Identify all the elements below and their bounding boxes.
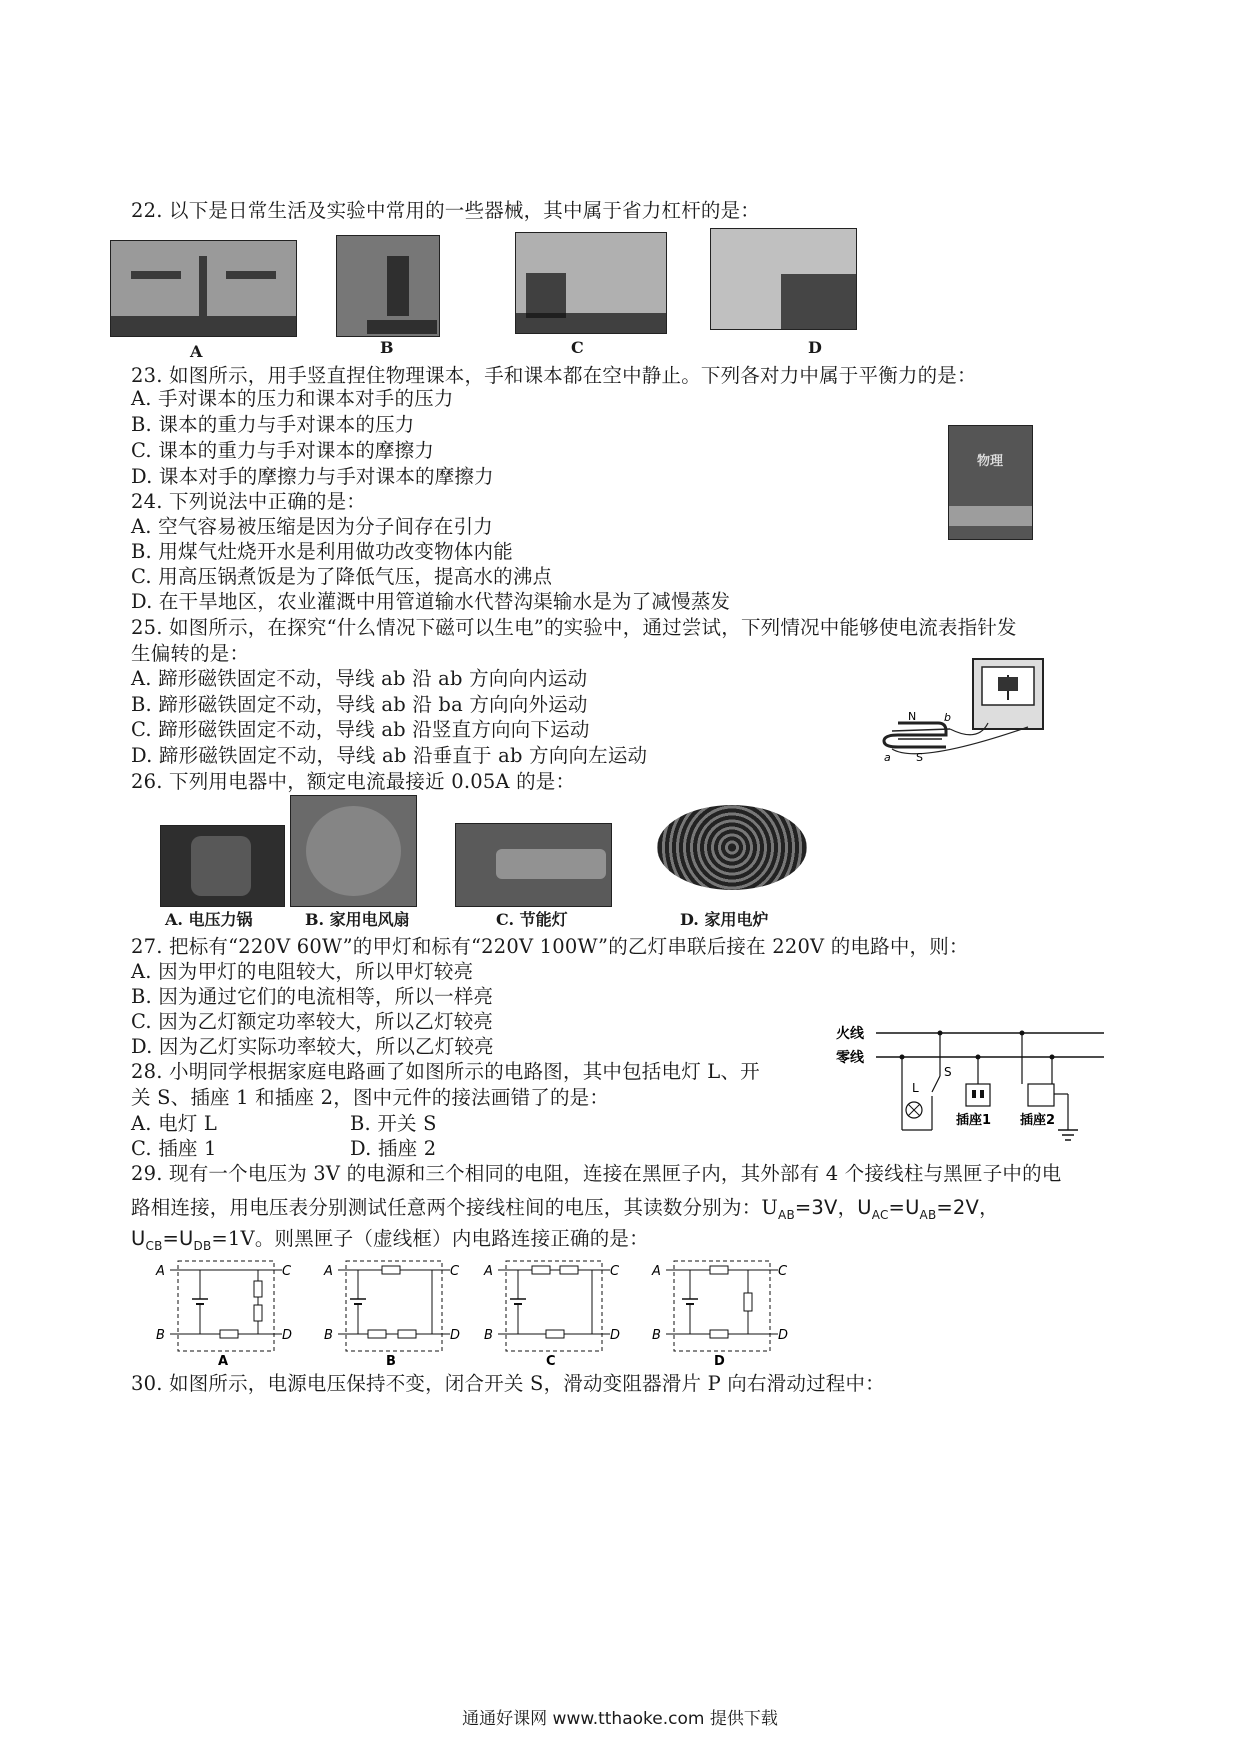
q28-socket2-label: 插座2 — [1020, 1113, 1056, 1128]
q29-line2-text: 路相连接，用电压表分别测试任意两个接线柱间的电压，其读数分别为：U — [131, 1196, 779, 1219]
q28-socket1-label: 插座1 — [956, 1113, 992, 1128]
q26-stem: 26. 下列用电器中，额定电流最接近 0.05A 的是： — [131, 770, 576, 793]
q22-figure-a-balance — [110, 240, 297, 337]
q22-label-c: C — [571, 338, 584, 357]
q26-caption-b: B. 家用电风扇 — [305, 910, 410, 929]
q29-line2 — [131, 1194, 999, 1229]
q29b-term-a: A — [324, 1264, 333, 1279]
q29-line3-mid: =U — [162, 1227, 194, 1250]
q25-label-a: a — [884, 751, 891, 764]
q29-line3-end: =1V。则黑匣子（虚线框）内电路连接正确的是： — [211, 1227, 649, 1250]
q26-figure-d-stove — [652, 800, 817, 905]
q24-stem: 24. 下列说法中正确的是： — [131, 490, 367, 513]
q25-label-n: N — [908, 710, 917, 723]
q28-stem-line1: 28. 小明同学根据家庭电路画了如图所示的电路图，其中包括电灯 L、开 — [131, 1060, 760, 1083]
q29c-term-b: B — [484, 1328, 493, 1343]
q23-book-title: 物理 — [977, 454, 1004, 469]
q22-label-d: D — [808, 338, 822, 357]
q23-option-c: C. 课本的重力与手对课本的摩擦力 — [131, 439, 435, 462]
q25-figure-induction — [878, 655, 1050, 770]
q24-option-c: C. 用高压锅煮饭是为了降低气压，提高水的沸点 — [131, 565, 553, 588]
q23-stem: 23. 如图所示，用手竖直捏住物理课本，手和课本都在空中静止。下列各对力中属于平衡力的是： — [131, 364, 977, 387]
q22-figure-c-fishing — [515, 232, 667, 334]
q24-option-d: D. 在干旱地区，农业灌溉中用管道输水代替沟渠输水是为了减慢蒸发 — [131, 590, 731, 613]
q29c-term-c: C — [610, 1264, 620, 1279]
q29b-term-d: D — [450, 1328, 461, 1343]
q26-figure-a-pressure-cooker — [160, 825, 285, 907]
q29-line2-end: =2V， — [936, 1196, 999, 1219]
q29a-term-b: B — [156, 1328, 165, 1343]
q29-figure-c — [480, 1255, 630, 1370]
q22-stem: 22. 以下是日常生活及实验中常用的一些器械，其中属于省力杠杆的是： — [131, 199, 761, 222]
q29d-term-a: A — [652, 1264, 661, 1279]
q29-line3-start: U — [131, 1227, 146, 1250]
q28-switch-label: S — [944, 1065, 952, 1079]
q29a-term-d: D — [282, 1328, 293, 1343]
q28-option-d: D. 插座 2 — [350, 1137, 437, 1160]
q29d-term-c: C — [778, 1264, 788, 1279]
q25-label-s: S — [916, 751, 923, 764]
q28-lamp-label: L — [912, 1081, 919, 1095]
q29-sub-ac: AC — [871, 1207, 889, 1222]
q29-figure-b — [320, 1255, 470, 1370]
q27-option-b: B. 因为通过它们的电流相等，所以一样亮 — [131, 985, 494, 1008]
q25-stem-line2: 生偏转的是： — [131, 642, 250, 665]
q29-line2-mid1: =3V，U — [794, 1196, 872, 1219]
q29-sub-ab1: AB — [778, 1207, 795, 1222]
q22-figure-b-pump — [336, 235, 440, 337]
q25-label-b: b — [944, 711, 951, 724]
q29c-term-d: D — [610, 1328, 621, 1343]
q22-figure-d-tongs — [710, 228, 857, 330]
q25-stem-line1: 25. 如图所示，在探究“什么情况下磁可以生电”的实验中，通过尝试，下列情况中能够使电流表指针发 — [131, 616, 1017, 639]
q29b-term-c: C — [450, 1264, 460, 1279]
q29-caption-a: A — [218, 1354, 229, 1369]
q30-stem: 30. 如图所示，电源电压保持不变，闭合开关 S，滑动变阻器滑片 P 向右滑动过程中： — [131, 1372, 885, 1395]
q29-caption-b: B — [386, 1354, 396, 1369]
q29-caption-c: C — [546, 1354, 556, 1369]
q26-figure-c-lamp — [455, 823, 612, 907]
q29b-term-b: B — [324, 1328, 333, 1343]
q29-line2-mid2: =U — [888, 1196, 920, 1219]
q22-label-a: A — [190, 342, 203, 361]
q29-caption-d: D — [714, 1354, 725, 1369]
q28-figure-home-circuit — [832, 1018, 1108, 1146]
q23-option-a: A. 手对课本的压力和课本对手的压力 — [131, 387, 454, 410]
q29a-term-c: C — [282, 1264, 292, 1279]
q28-option-b: B. 开关 S — [350, 1112, 437, 1135]
page-footer: 通通好课网 www.tthaoke.com 提供下载 — [462, 1709, 778, 1729]
q22-label-b: B — [380, 338, 394, 357]
q29c-term-a: A — [484, 1264, 493, 1279]
q29a-term-a: A — [156, 1264, 165, 1279]
q29-figure-d — [648, 1255, 798, 1370]
q27-stem: 27. 把标有“220V 60W”的甲灯和标有“220V 100W”的乙灯串联后接在 220V 的电路中，则： — [131, 935, 969, 958]
q26-caption-c: C. 节能灯 — [496, 910, 568, 929]
q25-option-d: D. 蹄形磁铁固定不动，导线 ab 沿垂直于 ab 方向向左运动 — [131, 744, 648, 767]
q26-figure-b-fan — [290, 795, 417, 907]
q26-caption-a: A. 电压力锅 — [165, 910, 253, 929]
q28-live-label: 火线 — [836, 1026, 864, 1042]
q29d-term-b: B — [652, 1328, 661, 1343]
q25-option-a: A. 蹄形磁铁固定不动，导线 ab 沿 ab 方向向内运动 — [131, 667, 588, 690]
q27-option-c: C. 因为乙灯额定功率较大，所以乙灯较亮 — [131, 1010, 494, 1033]
q27-option-d: D. 因为乙灯实际功率较大，所以乙灯较亮 — [131, 1035, 494, 1058]
q25-option-c: C. 蹄形磁铁固定不动，导线 ab 沿竖直方向向下运动 — [131, 718, 590, 741]
q28-stem-line2: 关 S、插座 1 和插座 2，图中元件的接法画错了的是： — [131, 1086, 610, 1109]
q26-caption-d: D. 家用电炉 — [680, 910, 769, 929]
q24-option-b: B. 用煤气灶烧开水是利用做功改变物体内能 — [131, 540, 513, 563]
q23-figure-book — [948, 425, 1033, 540]
q27-option-a: A. 因为甲灯的电阻较大，所以甲灯较亮 — [131, 960, 474, 983]
q23-option-d: D. 课本对手的摩擦力与手对课本的摩擦力 — [131, 465, 494, 488]
q29-figure-a — [152, 1255, 302, 1370]
q28-option-c: C. 插座 1 — [131, 1137, 217, 1160]
q28-neutral-label: 零线 — [836, 1050, 864, 1066]
q29-sub-db: DB — [193, 1238, 212, 1253]
q29-sub-ab2: AB — [919, 1207, 937, 1222]
q29-line1: 29. 现有一个电压为 3V 的电源和三个相同的电阻，连接在黑匣子内，其外部有 4 个接线柱与黑匣子中的电 — [131, 1162, 1062, 1185]
q24-option-a: A. 空气容易被压缩是因为分子间存在引力 — [131, 515, 493, 538]
q23-option-b: B. 课本的重力与手对课本的压力 — [131, 413, 415, 436]
q25-option-b: B. 蹄形磁铁固定不动，导线 ab 沿 ba 方向向外运动 — [131, 693, 588, 716]
q28-option-a: A. 电灯 L — [131, 1112, 218, 1135]
q29-sub-cb: CB — [145, 1238, 163, 1253]
q29d-term-d: D — [778, 1328, 789, 1343]
